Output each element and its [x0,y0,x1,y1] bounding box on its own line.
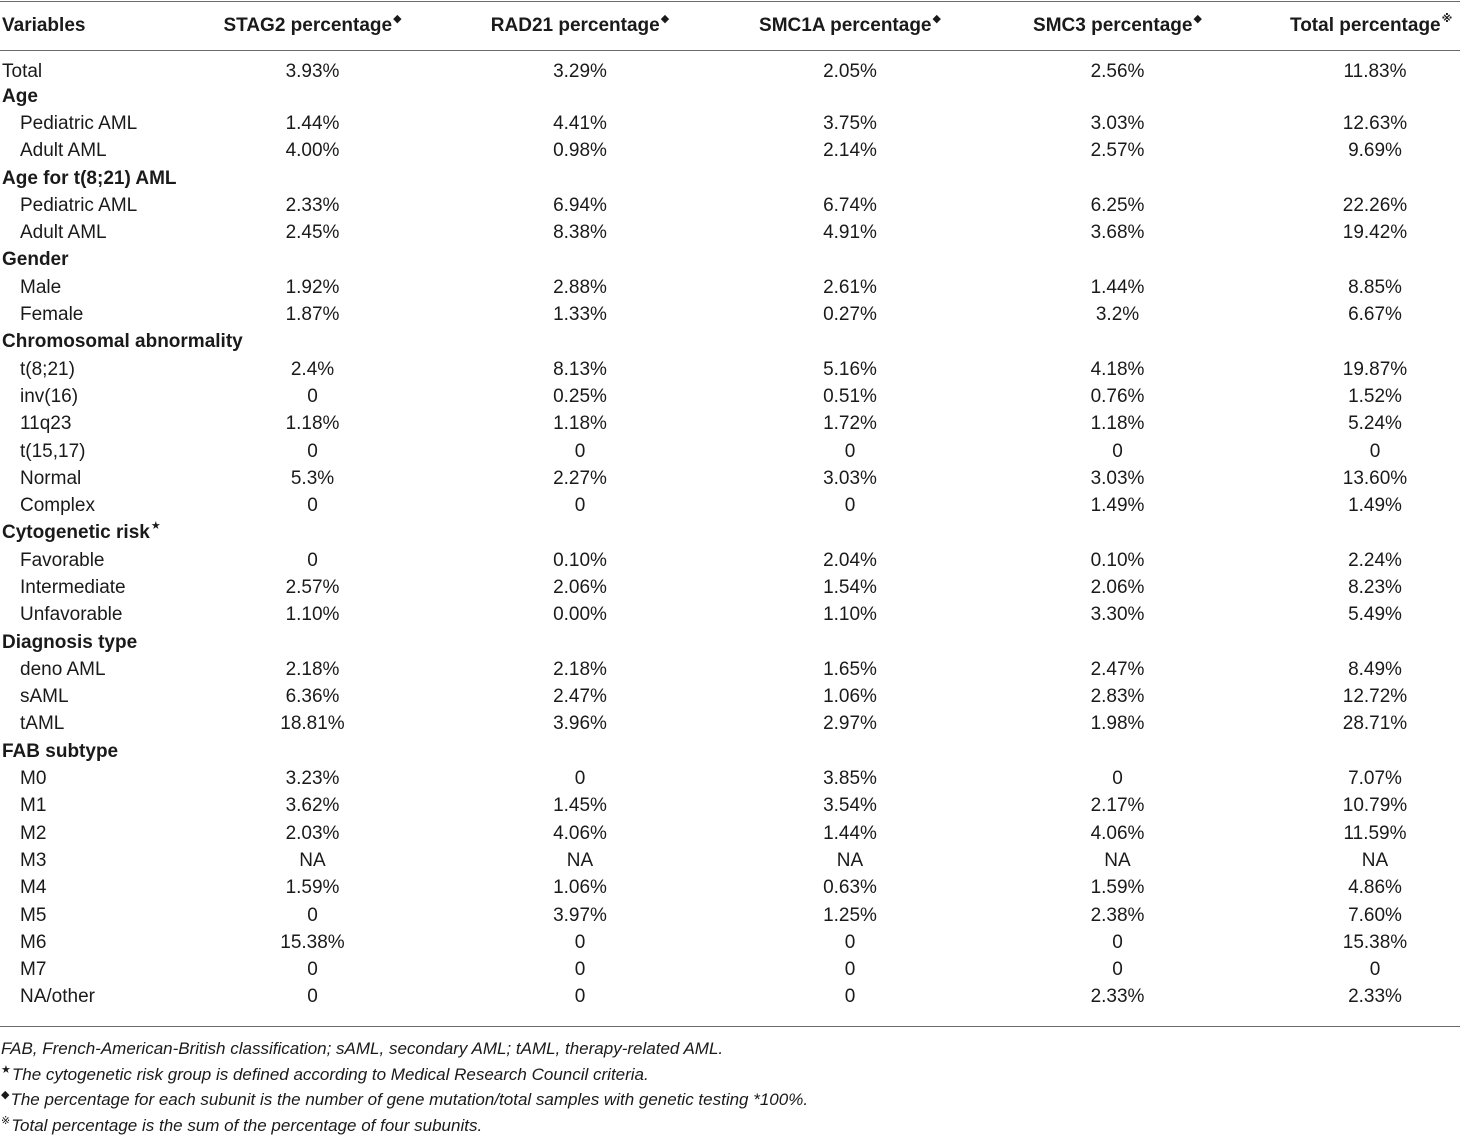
cell-smc1a: 0.27% [755,301,945,328]
table-row [0,547,1460,574]
cell-smc3: 1.49% [945,492,1290,519]
cell-stag2: 1.18% [220,411,405,438]
row-label: Adult AML [0,138,220,165]
cell-smc1a: 3.54% [755,793,945,820]
cell-smc1a: 2.97% [755,711,945,738]
cell-total: 0 [1290,957,1460,984]
col-header-stag2: STAG2 percentage◆ [220,0,405,51]
cell-stag2: 2.45% [220,219,405,246]
cell-stag2: NA [220,847,405,874]
cell-rad21: 3.96% [405,711,755,738]
table-footnotes [1,1036,808,1138]
cell-smc3: 2.33% [945,984,1290,1011]
cell-rad21: 4.06% [405,820,755,847]
cell-smc1a: 0 [755,929,945,956]
row-label: Female [0,301,220,328]
footnote-abbreviations: FAB, French-American-British classification; sAML, secondary AML; tAML, therapy-related AML. [1,1036,808,1062]
cell-total: 7.60% [1290,902,1460,929]
table-row [0,929,1460,956]
cell-smc3: 3.2% [945,301,1290,328]
cell-rad21: 4.41% [405,110,755,137]
cell-smc1a: 0 [755,492,945,519]
reference-mark: ※ [1442,13,1453,25]
cell-smc3: 4.06% [945,820,1290,847]
cell-stag2: 0 [220,383,405,410]
cell-stag2: 18.81% [220,711,405,738]
cell-smc1a: 4.91% [755,219,945,246]
cell-smc3: 2.38% [945,902,1290,929]
row-label: Pediatric AML [0,192,220,219]
table-row [0,192,1460,219]
cell-rad21: 2.27% [405,465,755,492]
table-row [0,51,1460,83]
table-row [0,602,1460,629]
section-row [0,629,1460,656]
col-header-smc1a: SMC1A percentage◆ [755,0,945,51]
cell-total: 0 [1290,438,1460,465]
table-row [0,656,1460,683]
cell-total: 2.33% [1290,984,1460,1011]
cell-smc3: 2.17% [945,793,1290,820]
cell-rad21: 3.29% [405,51,755,83]
cell-smc1a: 0 [755,957,945,984]
cell-stag2: 4.00% [220,138,405,165]
section-label: FAB subtype [0,738,1460,765]
cell-smc1a: 1.44% [755,820,945,847]
star-mark: ★ [151,520,161,532]
cell-rad21: 1.18% [405,411,755,438]
table-row [0,875,1460,902]
row-label: t(8;21) [0,356,220,383]
table-row [0,274,1460,301]
cell-rad21: 1.45% [405,793,755,820]
cell-stag2: 1.87% [220,301,405,328]
cell-rad21: 2.18% [405,656,755,683]
cell-smc1a: 1.54% [755,574,945,601]
cell-smc1a: 0.51% [755,383,945,410]
cell-total: 13.60% [1290,465,1460,492]
section-row [0,738,1460,765]
cell-stag2: 6.36% [220,684,405,711]
row-label: M0 [0,765,220,792]
cell-smc3: 1.18% [945,411,1290,438]
diamond-mark: ◆ [933,13,941,25]
cell-total: 5.24% [1290,411,1460,438]
cell-stag2: 5.3% [220,465,405,492]
header-row [0,0,1460,51]
col-header-variables: Variables [0,0,220,51]
section-label: Chromosomal abnormality [0,329,1460,356]
row-label: Pediatric AML [0,110,220,137]
row-label: Complex [0,492,220,519]
cell-smc3: NA [945,847,1290,874]
cell-smc3: 1.98% [945,711,1290,738]
table-row [0,957,1460,984]
cell-rad21: NA [405,847,755,874]
section-label: Age for t(8;21) AML [0,165,1460,192]
cell-total: 28.71% [1290,711,1460,738]
cell-smc3: 4.18% [945,356,1290,383]
cell-smc3: 2.56% [945,51,1290,83]
cell-total: 12.72% [1290,684,1460,711]
section-row [0,247,1460,274]
cell-stag2: 0 [220,902,405,929]
cell-smc1a: 1.65% [755,656,945,683]
cell-smc1a: 2.04% [755,547,945,574]
row-label: Favorable [0,547,220,574]
cell-total: 2.24% [1290,547,1460,574]
cell-total: 5.49% [1290,602,1460,629]
diamond-mark: ◆ [661,13,669,25]
row-label: 11q23 [0,411,220,438]
cell-smc3: 3.03% [945,465,1290,492]
cell-smc1a: NA [755,847,945,874]
cell-stag2: 0 [220,547,405,574]
bottom-rule [0,1026,1460,1027]
cell-total: 22.26% [1290,192,1460,219]
cell-rad21: 8.13% [405,356,755,383]
reference-mark: ※ [1,1115,10,1127]
cell-smc1a: 0 [755,984,945,1011]
cell-stag2: 15.38% [220,929,405,956]
row-label: sAML [0,684,220,711]
cell-rad21: 2.88% [405,274,755,301]
table-row [0,492,1460,519]
cell-smc3: 0 [945,438,1290,465]
cell-stag2: 0 [220,984,405,1011]
cell-stag2: 1.44% [220,110,405,137]
cell-rad21: 1.33% [405,301,755,328]
cell-total: 1.52% [1290,383,1460,410]
diamond-mark: ◆ [393,13,401,25]
cell-stag2: 3.93% [220,51,405,83]
table-row [0,411,1460,438]
cell-total: 9.69% [1290,138,1460,165]
table-row [0,711,1460,738]
cell-smc1a: 6.74% [755,192,945,219]
cell-total: 11.59% [1290,820,1460,847]
table-row [0,574,1460,601]
cell-smc3: 2.57% [945,138,1290,165]
cell-stag2: 2.18% [220,656,405,683]
cell-smc3: 1.44% [945,274,1290,301]
cell-total: 4.86% [1290,875,1460,902]
cell-total: 6.67% [1290,301,1460,328]
table-row [0,902,1460,929]
cell-stag2: 2.03% [220,820,405,847]
footnote-star: ★The cytogenetic risk group is defined according to Medical Research Council criteria. [1,1062,808,1088]
footnote-diamond: ◆The percentage for each subunit is the number of gene mutation/total samples with genetic testing *100%. [1,1087,808,1113]
row-label: t(15,17) [0,438,220,465]
cell-total: 19.87% [1290,356,1460,383]
cell-total: 8.85% [1290,274,1460,301]
cell-rad21: 0 [405,765,755,792]
cell-stag2: 3.23% [220,765,405,792]
cell-total: 8.23% [1290,574,1460,601]
cell-smc1a: 2.61% [755,274,945,301]
table-row [0,219,1460,246]
row-label: tAML [0,711,220,738]
row-label: Total [0,51,220,83]
cell-smc3: 2.47% [945,656,1290,683]
table-row [0,820,1460,847]
cell-total: 10.79% [1290,793,1460,820]
cell-smc3: 3.03% [945,110,1290,137]
cell-rad21: 0.00% [405,602,755,629]
table-row [0,793,1460,820]
section-row [0,520,1460,547]
cell-smc1a: 0.63% [755,875,945,902]
table-row [0,847,1460,874]
cell-rad21: 1.06% [405,875,755,902]
section-label: Age [0,83,1460,110]
table-row [0,765,1460,792]
cell-smc1a: 1.06% [755,684,945,711]
col-header-rad21: RAD21 percentage◆ [405,0,755,51]
cell-total: 12.63% [1290,110,1460,137]
row-label: deno AML [0,656,220,683]
cell-smc1a: 3.03% [755,465,945,492]
cell-stag2: 0 [220,957,405,984]
cell-smc1a: 1.72% [755,411,945,438]
cell-smc3: 2.83% [945,684,1290,711]
cell-smc3: 0.76% [945,383,1290,410]
row-label: NA/other [0,984,220,1011]
cell-stag2: 1.59% [220,875,405,902]
col-header-smc3: SMC3 percentage◆ [945,0,1290,51]
cell-rad21: 0 [405,957,755,984]
section-label: Diagnosis type [0,629,1460,656]
row-label: M2 [0,820,220,847]
cell-smc3: 0.10% [945,547,1290,574]
cell-smc1a: 1.25% [755,902,945,929]
cell-rad21: 0.10% [405,547,755,574]
cell-smc1a: 2.05% [755,51,945,83]
cell-total: 8.49% [1290,656,1460,683]
cell-smc1a: 3.85% [755,765,945,792]
table-row [0,465,1460,492]
table-row [0,984,1460,1011]
cell-total: 7.07% [1290,765,1460,792]
cell-rad21: 0.25% [405,383,755,410]
cell-total: NA [1290,847,1460,874]
cell-rad21: 0 [405,438,755,465]
row-label: Intermediate [0,574,220,601]
cell-smc3: 3.68% [945,219,1290,246]
footnote-reference: ※Total percentage is the sum of the percentage of four subunits. [1,1113,808,1138]
cell-smc3: 0 [945,765,1290,792]
table-row [0,684,1460,711]
star-mark: ★ [1,1064,11,1076]
cell-smc1a: 2.14% [755,138,945,165]
cell-stag2: 1.10% [220,602,405,629]
cell-stag2: 3.62% [220,793,405,820]
row-label: M1 [0,793,220,820]
row-label: Unfavorable [0,602,220,629]
table-row [0,110,1460,137]
cell-total: 1.49% [1290,492,1460,519]
col-header-total: Total percentage※ [1290,0,1460,51]
cell-rad21: 3.97% [405,902,755,929]
cell-stag2: 2.57% [220,574,405,601]
row-label: Male [0,274,220,301]
table-row [0,438,1460,465]
table-row [0,356,1460,383]
cell-rad21: 2.06% [405,574,755,601]
cell-rad21: 0 [405,984,755,1011]
cell-total: 11.83% [1290,51,1460,83]
row-label: Adult AML [0,219,220,246]
row-label: Normal [0,465,220,492]
cell-smc1a: 0 [755,438,945,465]
cell-stag2: 0 [220,492,405,519]
cell-smc3: 1.59% [945,875,1290,902]
diamond-mark: ◆ [1193,13,1201,25]
section-row [0,83,1460,110]
row-label: M3 [0,847,220,874]
diamond-mark: ◆ [1,1089,9,1101]
cell-smc3: 0 [945,929,1290,956]
cell-smc1a: 3.75% [755,110,945,137]
section-row [0,329,1460,356]
cell-smc3: 0 [945,957,1290,984]
section-row [0,165,1460,192]
row-label: M5 [0,902,220,929]
section-label: Gender [0,247,1460,274]
table-row [0,301,1460,328]
cell-stag2: 2.4% [220,356,405,383]
cell-total: 19.42% [1290,219,1460,246]
row-label: M6 [0,929,220,956]
row-label: M4 [0,875,220,902]
row-label: inv(16) [0,383,220,410]
cell-rad21: 0 [405,929,755,956]
cell-rad21: 6.94% [405,192,755,219]
table-row [0,138,1460,165]
cell-smc1a: 1.10% [755,602,945,629]
cell-stag2: 2.33% [220,192,405,219]
cell-smc3: 3.30% [945,602,1290,629]
cell-rad21: 8.38% [405,219,755,246]
section-label: Cytogenetic risk★ [0,520,1460,547]
row-label: M7 [0,957,220,984]
cell-smc1a: 5.16% [755,356,945,383]
cell-rad21: 0.98% [405,138,755,165]
table-row [0,383,1460,410]
cell-stag2: 0 [220,438,405,465]
cell-smc3: 2.06% [945,574,1290,601]
cell-rad21: 0 [405,492,755,519]
cell-rad21: 2.47% [405,684,755,711]
cell-total: 15.38% [1290,929,1460,956]
cell-smc3: 6.25% [945,192,1290,219]
table-body [0,51,1460,1011]
cell-stag2: 1.92% [220,274,405,301]
